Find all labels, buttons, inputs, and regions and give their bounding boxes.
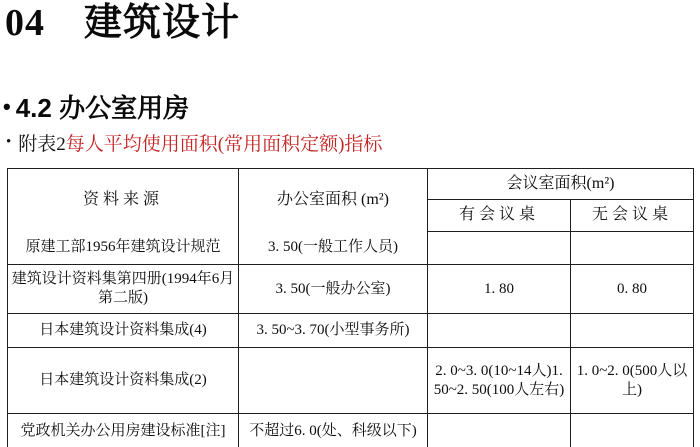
caption-prefix: 附表2 xyxy=(18,134,66,155)
cell-with-table xyxy=(428,231,571,264)
cell-office-area xyxy=(239,348,428,414)
cell-with-table: 2. 0~3. 0(10~14人)1. 50~2. 50(100人左右) xyxy=(428,348,571,414)
cell-source: 日本建筑设计资料集成(4) xyxy=(8,314,239,348)
cell-source: 建筑设计资料集第四册(1994年6月第二版) xyxy=(8,265,239,314)
cell-office-area: 不超过6. 0(处、科级以下) xyxy=(239,414,428,447)
area-standards-table xyxy=(7,168,694,447)
header-source-cell xyxy=(8,169,239,265)
cell-source: 日本建筑设计资料集成(2) xyxy=(8,348,239,414)
bullet-icon: • xyxy=(3,93,11,119)
header-office-cell xyxy=(239,169,428,265)
page-title: 04 建筑设计 xyxy=(5,2,241,44)
cell-office-area: 3. 50~3. 70(小型事务所) xyxy=(239,314,428,348)
table-caption xyxy=(6,129,382,156)
cell-without-table: 1. 0~2. 0(500人以上) xyxy=(571,348,694,414)
table-row xyxy=(8,314,694,348)
header-meeting-area: 会议室面积(m²) xyxy=(428,169,694,200)
cell-source: 党政机关办公用房建设标准[注] xyxy=(8,414,239,447)
header-source: 资料来源 xyxy=(82,191,163,208)
table-row xyxy=(8,265,694,314)
bullet-icon: • xyxy=(6,134,12,150)
table-row xyxy=(8,414,694,447)
cell-with-table xyxy=(428,414,571,447)
row-office-area: 3. 50(一般工作人员) xyxy=(268,239,398,256)
section-heading xyxy=(3,88,189,125)
cell-office-area: 3. 50(一般办公室) xyxy=(239,265,428,314)
caption-highlight: 每人平均使用面积(常用面积定额)指标 xyxy=(65,134,383,155)
row-source: 原建工部1956年建筑设计规范 xyxy=(25,239,221,256)
cell-without-table xyxy=(571,414,694,447)
table-row xyxy=(8,348,694,414)
cell-without-table: 0. 80 xyxy=(571,265,694,314)
cell-with-table: 1. 80 xyxy=(428,265,571,314)
section-heading-text: 4.2 办公室用房 xyxy=(15,93,190,123)
cell-without-table xyxy=(571,231,694,264)
cell-with-table xyxy=(428,314,571,348)
cell-without-table xyxy=(571,314,694,348)
header-with-table: 有会议桌 xyxy=(428,200,571,231)
header-office-area: 办公室面积 (m²) xyxy=(277,191,389,208)
header-without-table: 无会议桌 xyxy=(571,200,694,231)
